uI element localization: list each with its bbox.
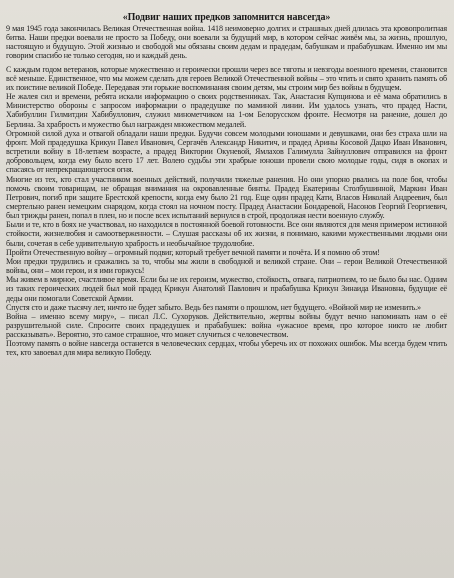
paragraph: Мои предки трудились и сражались за то, чтобы мы жили в свободной и великой стране. Они – герои Великой Отечественной войны, они – мои герои, и я ими горжусь! (6, 256, 447, 276)
paragraph: С каждым годом ветеранов, которые мужественно и героически прошли через все тяготы и невзгоды военного времени, становится всё меньше. Единственное, что мы можем сделать для героев Великой Отечественной войны – это чтить и свято хранить память об их поистине великой Победе. Передавая эти горькие воспоминания своим детям, мы строим мир без войны в будущем. (6, 64, 447, 92)
paragraph: Спустя сто и даже тысячу лет, ничто не будет забыто. Ведь без памяти о прошлом, нет будущего. «Войной мир не изменить.» (6, 302, 421, 312)
paragraph: Пройти Отечественную войну – огромный подвиг, который требует вечной памяти и почёта. И я помню об этом! (6, 247, 380, 257)
paragraph: Не жалея сил и времени, ребята искали информацию о своих родственниках. Так, Анастасия Купцинова и её мама обратились в Министерство обороны с запросом информации о прадедушке по маминой линии. Им удалось узнать, что прадед Насти, Хабибуллин Гилмитдин Хабибуллович, служил минометчиком на 1-ом Белорусском фронте. Несмотря на ранение, дошел до Берлина. За храбрость и мужество был награжден множеством медалей. (6, 92, 447, 129)
paragraph: Огромной силой духа и отвагой обладали наши предки. Будучи совсем молодыми юношами и девушками, они без страха шли на фронт. Мой прадедушка Крикун Павел Иванович, Сергачёв Александр Никитич, и прадед Арины Косовой Дацко Иван Иванович, встретили войну в 18-летнем возрасте, а прадед Виктории Окуневой, Ямлахов Галимулла Зайнуллович отправился на фронт добровольцем, когда ему было всего 17 лет. Волею судьбы эти храбрые юноши провели свою молодые годы, сидя в окопах и спасаясь от непрекращающегося огня. (6, 128, 447, 175)
paragraph: Мы живем в мирное, счастливое время. Если бы не их героизм, мужество, стойкость, отвага, патриотизм, то не было бы нас. Одним из таких героических людей был мой прадед Крикун Анатолий Павлович и прабабушка Крикун Зинаида Ивановна, будущие её деды они помогали Советской Армии. (6, 275, 447, 303)
paragraph: 9 мая 1945 года закончилась Великая Отечественная война. 1418 неимоверно долгих и страшных дней длилась эта кровопролитная битва. Наши предки воевали не просто за Победу, они воевали за будущий мир, в котором сейчас живём мы, за жизнь, прошлую, настоящую и будущую. Этой жизнью и свободой мы обязаны своим дедам и прадедам, бабушкам и прабабушкам. Именно им мы говорим спасибо не только сегодня, но и каждый день. (6, 24, 447, 61)
paragraph: Война – именно всему миру», – писал Л.С. Сухоруков. Действительно, жертвы войны будут вечно напоминать нам о её разрушительной силе. Спросите своих прадедушек и прабабушек: война «ужасное время, про которое никто не любит рассказывать». Вероятно, это самое страшное, что может случиться с человечеством. (6, 311, 447, 340)
document-title: «Подвиг наших предков запомнится навсегда» (122, 12, 331, 23)
paragraph: Многие из тех, кто стал участником военных действий, получили тяжелые ранения. Но они упорно рвались на поле боя, чтобы помочь своим товарищам, не обращая внимания на окровавленные бинты. Прадед Екатерины Столбушинной, Маркин Иван Петрович, погиб при защите Брестской крепости, когда ему было 21 год. Еще один прадед Кати, Власов Николай Андреевич, был смертельно ранен немецким снарядом, когда стоял на ночном посту. Прадед Анастасии Бондаревой, Насонов Георгий Георгиевич, был трижды ранен, попал в плен, но и после всех испытаний вернулся в строй, продолжая нести военную службу. (6, 174, 447, 221)
paragraph: Были и те, кто в боях не участвовал, но находился в постоянной боевой готовности. Все они являются для меня примером истинной стойкости, жизнелюбия и самоотверженности. – Слушая рассказы об их жизни, я понимаю, какими мужественными людьми они были, сочетая в себе удивительную храбрость и необычайное трудолюбие. (6, 220, 447, 248)
paragraph: Поэтому память о войне навсегда останется в человеческих сердцах, чтобы уберечь их от похожих ошибок. Мы всегда будем чтить тех, кто завоевал для мира великую Победу. (6, 339, 447, 358)
